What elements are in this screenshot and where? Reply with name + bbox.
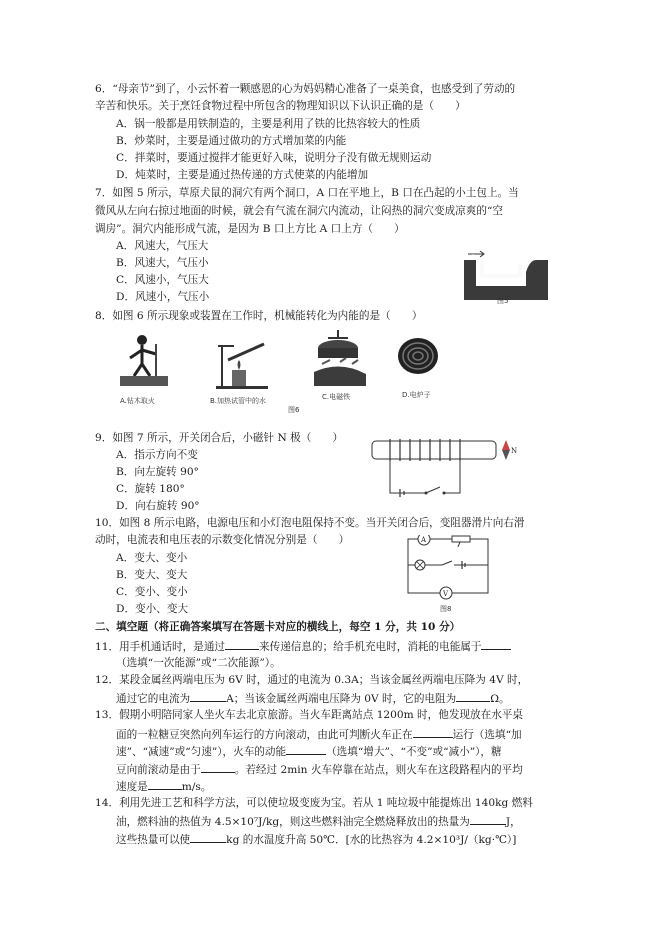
q12-blank-1[interactable] <box>190 690 226 702</box>
q14-part3: J， <box>505 816 521 828</box>
q13-blank-2[interactable] <box>286 743 326 755</box>
figure-8-caption: 图8 <box>440 605 452 613</box>
q9-option-c: C．旋转 180° <box>116 483 185 495</box>
q14-line3 <box>116 831 516 847</box>
q12-line2 <box>116 690 510 706</box>
q9-option-b: B．向左旋转 90° <box>116 466 199 478</box>
figure-8-circuit <box>402 535 494 601</box>
figure-5-burrow <box>464 246 548 300</box>
figure-7-solenoid <box>370 437 520 503</box>
q11-blank-2[interactable] <box>481 638 511 650</box>
figure-6a-caption: A.钻木取火 <box>120 397 155 405</box>
q6-option-a: A．锅一般都是用铁制造的，主要是利用了铁的比热容较大的性质 <box>116 118 421 130</box>
q6-option-d: D．炖菜时，主要是通过热传递的方式使菜的内能增加 <box>116 169 369 181</box>
q13-blank-4[interactable] <box>148 778 182 790</box>
q13-line5 <box>116 778 211 794</box>
q13-part8: 速度是 <box>116 781 148 793</box>
q6-option-b: B．炒菜时，主要是通过做功的方式增加菜的内能 <box>116 135 347 147</box>
q11-blank-1[interactable] <box>225 638 259 650</box>
q7-option-b: B．风速大，气压小 <box>116 257 209 269</box>
figure-5-caption: 图5 <box>497 297 509 305</box>
burrow-label-b: B <box>522 263 527 270</box>
q14-line1: 14．利用先进工艺和科学方法，可以使垃圾变废为宝。若从 1 吨垃圾中能提炼出 140kg 燃料 <box>95 797 533 809</box>
q13-part3: 运行（选填“加 <box>452 729 522 741</box>
q13-part5: （选填“增大”、“不变”或“减小”），糖 <box>326 746 502 758</box>
q13-part7: 。若经过 2min 火车停靠在站点，则火车在这段路程内的平均 <box>234 764 523 776</box>
q13-blank-3[interactable] <box>201 761 235 773</box>
q7-option-a: A．风速大，气压大 <box>116 240 209 252</box>
q13-line1: 13．假期小明陪同家人坐火车去北京旅游。当火车距离站点 1200m 时，他发现放在水平桌 <box>95 709 523 721</box>
q13-part9: m/s。 <box>181 781 212 793</box>
q9-option-a: A．指示方向不变 <box>116 449 198 461</box>
q10-option-d: D．变小、变大 <box>116 603 189 615</box>
burrow-label-a: A <box>471 254 476 261</box>
figure-6d-caption: D.电炉子 <box>402 391 431 399</box>
figure-6a-drill-fire <box>118 332 170 390</box>
q8-stem: 8．如图 6 所示现象或装置在工作时，机械能转化为内能的是（ ） <box>95 310 423 322</box>
q7-stem-line3: 调房”。洞穴内能形成气流，是因为 B 口上方比 A 口上方（ ） <box>95 223 405 235</box>
figure-6-caption: 图6 <box>288 406 300 414</box>
q14-part2: 油，燃料油的热值为 4.5×10⁷J/kg，则这些燃料油完全燃烧释放出的热量为 <box>116 816 470 828</box>
section2-heading: 二、填空题（将正确答案填写在答题卡对应的横线上，每空 1 分，共 10 分） <box>95 621 461 633</box>
q9-stem: 9．如图 7 所示，开关闭合后，小磁针 N 极（ ） <box>95 432 344 444</box>
q12-part2: 通过它的电流为 <box>116 693 191 705</box>
voltmeter-label: V <box>443 590 449 598</box>
q13-part4: 速”、“减速”或“匀速”），火车的动能 <box>116 746 287 758</box>
q14-blank-1[interactable] <box>470 813 506 825</box>
q14-blank-2[interactable] <box>190 831 226 843</box>
q6-stem-line1: 6．“母亲节”到了，小云怀着一颗感恩的心为妈妈精心准备了一桌美食，也感受到了劳动的 <box>95 83 516 95</box>
q13-line3 <box>116 743 502 759</box>
figure-6b-caption: B.加热试管中的水 <box>210 397 267 405</box>
q7-option-c: C．风速小，气压大 <box>116 274 209 286</box>
figure-6d-electric-stove <box>396 336 440 382</box>
q11-part2: 来传递信息的；给手机充电时，消耗的电能属于 <box>259 641 482 653</box>
q10-stem-line1: 10．如图 8 所示电路，电源电压和小灯泡电阻保持不变。当开关闭合后，变阻器滑片向右滑 <box>95 517 525 529</box>
q10-stem-line2: 动时，电流表和电压表的示数变化情况分别是（ ） <box>95 534 350 546</box>
q6-stem-line2: 辛苦和快乐。关于烹饪食物过程中所包含的物理知识以下认识正确的是（ ） <box>95 100 466 112</box>
q7-stem-line2: 微风从左向右掠过地面的时候，就会有气流在洞穴内流动，让闷热的洞穴变成凉爽的“空 <box>95 205 503 217</box>
q10-option-a: A．变大、变小 <box>116 552 188 564</box>
q11-part1: 11．用手机通话时，是通过 <box>95 641 226 653</box>
ammeter-label: A <box>421 536 427 544</box>
q13-line2 <box>116 726 522 742</box>
q9-option-d: D．向右旋转 90° <box>116 500 200 512</box>
q10-option-c: C．变小、变小 <box>116 586 188 598</box>
q6-option-c: C．拌菜时，要通过搅拌才能更好入味，说明分子没有做无规则运动 <box>116 152 432 164</box>
q12-line1: 12．某段金属丝两端电压为 6V 时，通过的电流为 0.3A；当该金属丝两端电压降为 4V 时， <box>95 674 529 686</box>
q11-line2: （选填“一次能源”或“二次能源”）。 <box>116 657 281 669</box>
q11-line1 <box>95 638 511 654</box>
q13-line4 <box>116 761 523 777</box>
q14-part5: kg 的水温度升高 50℃．[水的比热容为 4.2×10³J/（kg·℃）] <box>226 834 517 846</box>
q7-option-d: D．风速小，气压小 <box>116 291 210 303</box>
q13-part2: 面的一粒糖豆突然向列车运行的方向滚动，由此可判断火车正在 <box>116 729 413 741</box>
needle-label-n: N <box>511 447 518 455</box>
figure-6c-electromagnet <box>310 330 370 388</box>
q10-option-b: B．变大、变大 <box>116 569 188 581</box>
figure-6c-caption: C.电磁铁 <box>322 393 351 401</box>
q14-line2 <box>116 813 521 829</box>
q7-stem-line1: 7．如图 5 所示，草原犬鼠的洞穴有两个洞口，A 口在平地上，B 口在凸起的小土包上。当 <box>95 187 519 199</box>
q13-part6: 豆向前滚动是由于 <box>116 764 201 776</box>
q12-part4: Ω。 <box>490 693 510 705</box>
figure-6b-heating-test-tube <box>214 334 270 390</box>
q12-blank-2[interactable] <box>456 690 490 702</box>
q13-blank-1[interactable] <box>413 726 453 738</box>
q12-part3: A；当该金属丝两端电压降为 0V 时，它的电阻为 <box>226 693 457 705</box>
q14-part4: 这些热量可以使 <box>116 834 191 846</box>
